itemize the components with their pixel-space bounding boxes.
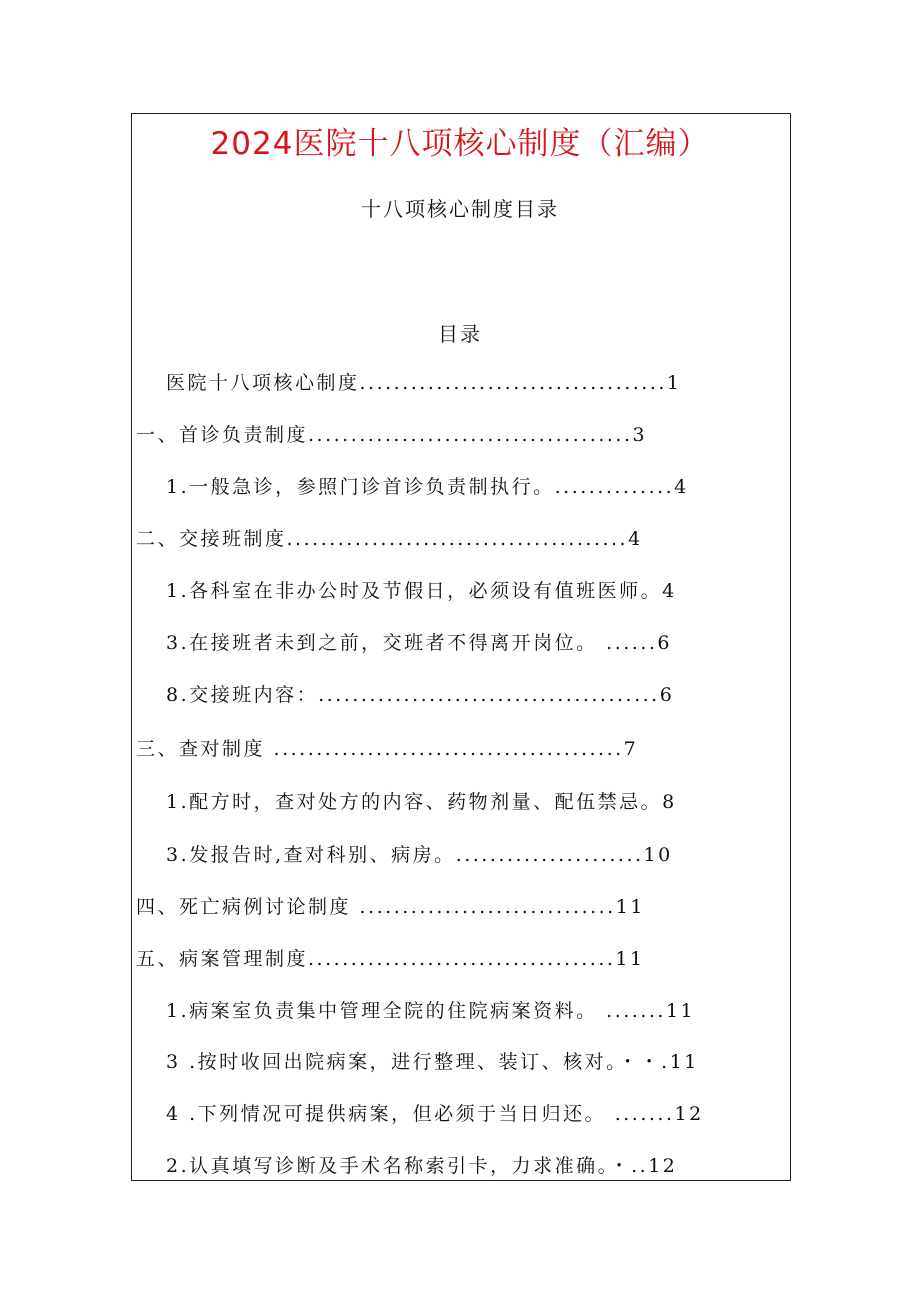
toc-entry: 医院十八项核心制度....................................1 — [166, 372, 682, 394]
toc-entry: 3.发报告时,查对科别、病房。......................10 — [166, 844, 673, 866]
toc-entry: 4 .下列情况可提供病案，但必须于当日归还。 .......12 — [166, 1103, 704, 1125]
toc-entry: 3 .按时收回出院病案，进行整理、装订、核对。・・.11 — [166, 1051, 699, 1073]
main-title: 2024医院十八项核心制度（汇编） — [210, 126, 710, 162]
toc-entry: 四、死亡病例讨论制度 ..............................11 — [136, 896, 645, 918]
toc-entry: 一、首诊负责制度......................................3 — [136, 424, 648, 446]
toc-entry: 五、病案管理制度....................................11 — [136, 948, 645, 970]
toc-entry: 3.在接班者未到之前，交班者不得离开岗位。 ......6 — [166, 632, 672, 654]
toc-entry: 1.各科室在非办公时及节假日，必须设有值班医师。4 — [166, 580, 677, 602]
toc-entry: 1.病案室负责集中管理全院的住院病案资料。 .......11 — [166, 1000, 696, 1022]
toc-heading: 目录 — [438, 322, 482, 346]
toc-entry: 1.一般急诊，参照门诊首诊负责制执行。..............4 — [166, 476, 689, 498]
toc-entry: 二、交接班制度........................................4 — [136, 528, 643, 550]
toc-entry: 三、查对制度 .........................................7 — [136, 738, 639, 760]
toc-entry: 2.认真填写诊断及手术名称索引卡，力求准确。・..12 — [166, 1155, 678, 1177]
toc-entry: 8.交接班内容：........................................6 — [166, 684, 675, 706]
toc-subtitle: 十八项核心制度目录 — [361, 197, 559, 221]
toc-entry: 1.配方时，查对处方的内容、药物剂量、配伍禁忌。8 — [166, 791, 677, 813]
